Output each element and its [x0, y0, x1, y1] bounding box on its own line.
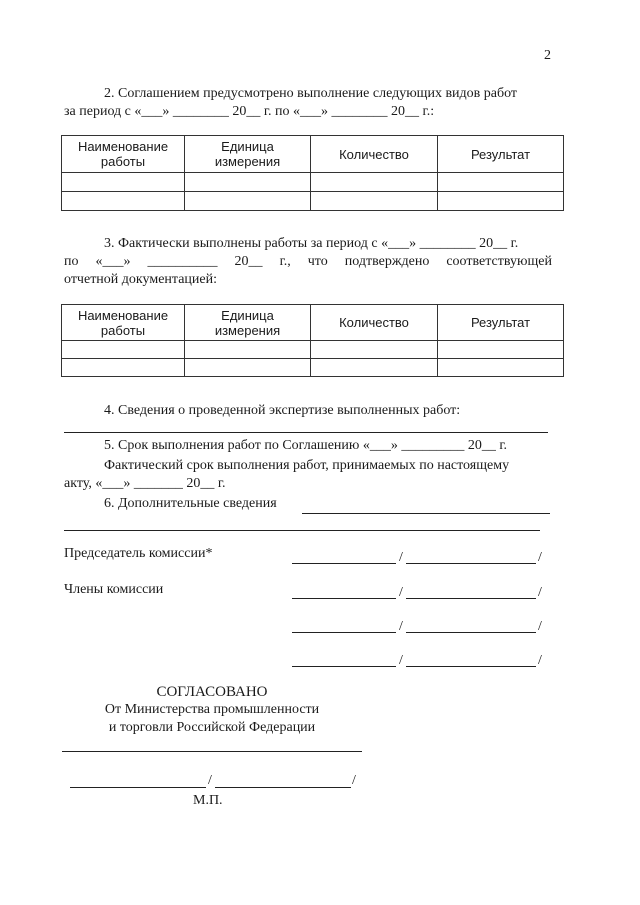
- section4-fill-line: [64, 432, 548, 433]
- end-slash: /: [352, 773, 356, 788]
- section3-line1: 3. Фактически выполнены работы за период с «___» ________ 20__ г.: [104, 236, 519, 251]
- section5-line1: 5. Срок выполнения работ по Соглашению «___» _________ 20__ г.: [104, 438, 508, 453]
- page-number: 2: [544, 48, 551, 63]
- table-row: [62, 341, 564, 359]
- approval-signature-line: [70, 787, 206, 788]
- section2-line2: за период с «___» ________ 20__ г. по «___» ________ 20__ г.:: [64, 104, 435, 119]
- approval-line2: и торговли Российской Федерации: [108, 720, 316, 735]
- slash: /: [399, 585, 403, 600]
- actual-works-table: [61, 304, 564, 377]
- section4-heading: 4. Сведения о проведенной экспертизе выполненных работ:: [104, 403, 461, 418]
- end-slash: /: [538, 653, 542, 668]
- approval-title: СОГЛАСОВАНО: [156, 684, 268, 700]
- member-signature-line: [292, 598, 396, 599]
- col-header-quantity: Количество: [311, 305, 438, 341]
- member-name-line: [406, 598, 536, 599]
- stamp-place-label: М.П.: [193, 793, 223, 808]
- slash: /: [208, 773, 212, 788]
- col-header-quantity: Количество: [311, 136, 438, 173]
- member-name-line: [406, 666, 536, 667]
- chairman-name-line: [406, 563, 536, 564]
- section6-label: 6. Дополнительные сведения: [104, 496, 277, 511]
- section5-line2: Фактический срок выполнения работ, принимаемых по настоящему: [104, 458, 510, 473]
- col-header-unit: Единица измерения: [185, 305, 311, 341]
- section5-line3: акту, «___» _______ 20__ г.: [64, 476, 226, 491]
- planned-works-table: [61, 135, 564, 211]
- section6-fill-line: [302, 513, 550, 514]
- table-row: [62, 359, 564, 377]
- chairman-signature-line: [292, 563, 396, 564]
- col-header-unit: Единица измерения: [185, 136, 311, 173]
- end-slash: /: [538, 619, 542, 634]
- slash: /: [399, 653, 403, 668]
- slash: /: [399, 619, 403, 634]
- member-signature-line: [292, 632, 396, 633]
- approval-line1: От Министерства промышленности: [104, 702, 320, 717]
- section3-line2: по «___» __________ 20__ г., что подтверждено соответствующей: [64, 254, 552, 269]
- section6-fill-line-2: [64, 530, 540, 531]
- slash: /: [399, 550, 403, 565]
- member-name-line: [406, 632, 536, 633]
- approval-fill-line: [62, 751, 362, 752]
- section2-line1: 2. Соглашением предусмотрено выполнение следующих видов работ: [104, 86, 518, 101]
- members-label: Члены комиссии: [64, 582, 164, 597]
- col-header-result: Результат: [438, 136, 564, 173]
- member-signature-line: [292, 666, 396, 667]
- col-header-name: Наименование работы: [62, 136, 185, 173]
- table-header-row: [62, 136, 564, 173]
- table-row: [62, 173, 564, 192]
- col-header-name: Наименование работы: [62, 305, 185, 341]
- col-header-result: Результат: [438, 305, 564, 341]
- table-row: [62, 192, 564, 211]
- section3-line3: отчетной документацией:: [64, 272, 217, 287]
- end-slash: /: [538, 585, 542, 600]
- approval-name-line: [215, 787, 351, 788]
- end-slash: /: [538, 550, 542, 565]
- table-header-row: [62, 305, 564, 341]
- chairman-label: Председатель комиссии*: [64, 546, 213, 561]
